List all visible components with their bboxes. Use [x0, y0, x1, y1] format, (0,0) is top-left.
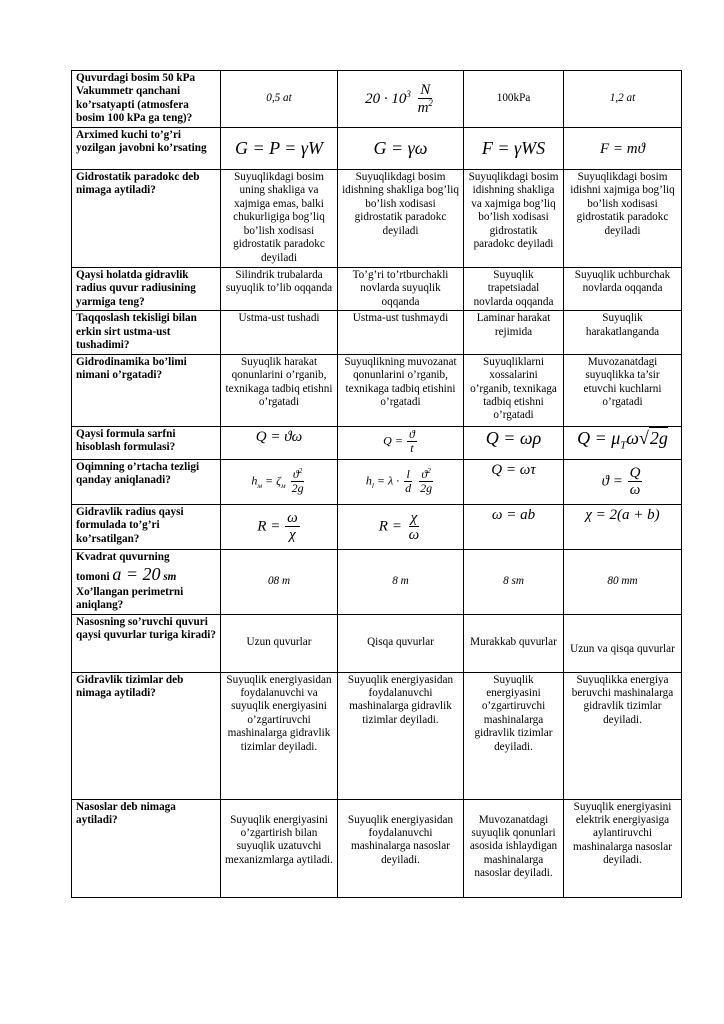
- table-row: [72, 799, 682, 897]
- answer-cell: [221, 549, 338, 614]
- formula-part: Q =: [383, 433, 403, 448]
- formula-part: м: [257, 481, 263, 490]
- table-row: [72, 71, 682, 128]
- formula-part: ϑ: [292, 466, 299, 481]
- answer-cell: [464, 71, 564, 128]
- formula-part: 2: [298, 466, 303, 475]
- formula-part: λ ·: [387, 473, 400, 488]
- answer-cell: To’g’ri to’rtburchakli novlarda suyuqlik oqqanda: [338, 268, 464, 311]
- answer-cell: Suyuqlikning muvozanat qonunlarini o’rganib, texnikaga tadbiq etishini o’rgatadi: [338, 354, 464, 426]
- formula-part: χ: [289, 527, 296, 544]
- table-row: [72, 672, 682, 799]
- table-row: [72, 614, 682, 672]
- formula-part: ϑ: [408, 426, 415, 441]
- answer-cell: Suyuqlik energiyasini o’zgartiruvchi mashinalarga gidravlik tizimlar deyiladi.: [464, 672, 564, 799]
- answer-formula: [251, 468, 306, 495]
- formula-part: ϑ: [421, 466, 428, 481]
- answer-formula: [365, 82, 436, 117]
- question-cell: Gidrostatik paradokc deb nimaga aytiladi?: [72, 170, 221, 268]
- answer-cell: Suyuqlik energiyasidan foydalanuvchi mashinalarga nasoslar deyiladi.: [338, 799, 464, 897]
- answer-cell: Suyuqlik harakat qonunlarini o’rganib, texnikaga tadbiq etishni o’rgatadi: [221, 354, 338, 426]
- answer-formula: $Q = \mu_T\omega√2g$: [577, 427, 668, 452]
- formula-part: 2: [428, 98, 433, 108]
- question-line: Xo’llangan perimetrni aniqlang?: [76, 585, 184, 612]
- answer-formula: G = P = γW: [234, 137, 324, 158]
- formula-part: =: [376, 473, 385, 488]
- answer-formula: Q = ϑω: [255, 428, 303, 445]
- table-row: [72, 354, 682, 426]
- table-row: [72, 549, 682, 614]
- question-line: Kvadrat quvurning: [76, 550, 170, 563]
- answer-text: 1,2 at: [609, 92, 636, 105]
- answer-cell: [338, 71, 464, 128]
- question-cell: Qaysi formula sarfni hisoblash formulasi?: [72, 426, 221, 459]
- answer-cell: Suyuqlikka energiya beruvchi mashinalarga gidravlik tizimlar deyiladi.: [564, 672, 682, 799]
- formula-part: ω: [629, 482, 641, 499]
- formula-part: ω: [408, 527, 420, 544]
- formula-part: χ: [410, 509, 418, 526]
- question-cell: [72, 549, 221, 614]
- formula-part: d: [405, 481, 412, 496]
- answer-cell: Uzun va qisqa quvurlar: [564, 614, 682, 672]
- answer-cell: [221, 426, 338, 459]
- question-cell: Arximed kuchi to’g’ri yozilgan javobni ko’rsating: [72, 128, 221, 170]
- formula-part: N: [420, 81, 431, 98]
- answer-formula: F = mϑ: [600, 140, 645, 157]
- answer-cell: Suyuqlikdagi bosim uning shakliga va xajmiga emas, balki chukurligiga bog’liq bo’lish xodisasi gidrostatik paradokc deyiladi: [221, 170, 338, 268]
- question-cell: Gidravlik tizimlar deb nimaga aytiladi?: [72, 672, 221, 799]
- answer-text: 8 sm: [503, 574, 524, 587]
- answer-cell: [564, 128, 682, 170]
- question-cell: Gidrodinamika bo’limi nimani o’rgatadi?: [72, 354, 221, 426]
- answer-cell: [464, 504, 564, 549]
- answer-formula: G = γω: [373, 137, 428, 158]
- answer-text: 8 m: [392, 574, 409, 587]
- answer-formula: Q = ωρ: [485, 427, 542, 448]
- answer-formula: [257, 510, 300, 544]
- quiz-table: [71, 70, 682, 898]
- formula-part: ·: [383, 90, 388, 107]
- answer-formula: F = γWS: [481, 137, 546, 158]
- question-part: sm: [163, 571, 177, 584]
- formula-part: 2g: [420, 481, 433, 496]
- answer-cell: [221, 504, 338, 549]
- answer-cell: Qisqa quvurlar: [338, 614, 464, 672]
- question-part: tomoni: [76, 571, 110, 584]
- answer-cell: [464, 128, 564, 170]
- formula-part: Q =: [577, 427, 607, 448]
- answer-cell: [564, 426, 682, 459]
- question-cell: Gidravlik radius qaysi formulada to’g’ri ko’rsatilgan?: [72, 504, 221, 549]
- formula-part: ϑ =: [601, 473, 623, 490]
- question-cell: Quvurdagi bosim 50 kPa Vakummetr qanchani ko’rsatyapti (atmosfera bosim 100 kPa ga teng)?: [72, 71, 221, 128]
- answer-cell: [338, 426, 464, 459]
- formula-part: 2g: [649, 427, 668, 448]
- formula-part: R =: [378, 518, 402, 535]
- answer-cell: Suyuqlik harakatlanganda: [564, 311, 682, 354]
- answer-cell: Ustma-ust tushadi: [221, 311, 338, 354]
- question-cell: Qaysi holatda gidravlik radius quvur radiusining yarmiga teng?: [72, 268, 221, 311]
- answer-cell: Suyuqlikdagi bosim idishni xajmiga bog’liq bo’lish xodisasi gidrostatik paradokc deyiladi: [564, 170, 682, 268]
- formula-part: ω: [626, 427, 640, 448]
- answer-cell: [464, 426, 564, 459]
- answer-text: 100kPa: [496, 92, 531, 105]
- table-row: [72, 268, 682, 311]
- answer-cell: Suyuqlik energiyasini elektrik energiyasiga aylantiruvchi mashinalarga nasoslar deyiladi.: [564, 799, 682, 897]
- answer-formula: ω = ab: [491, 506, 536, 523]
- answer-formula: [602, 465, 644, 499]
- formula-part: h: [251, 473, 258, 488]
- formula-part: м: [280, 481, 286, 490]
- formula-part: 3: [406, 88, 411, 99]
- answer-cell: Ustma-ust tushmaydi: [338, 311, 464, 354]
- answer-formula: χ = 2(a + b): [585, 506, 660, 523]
- answer-cell: Silindrik trubalarda suyuqlik to’lib oqqanda: [221, 268, 338, 311]
- answer-cell: Suyuqlik trapetsiadal novlarda oqqanda: [464, 268, 564, 311]
- answer-text: 80 mm: [607, 574, 638, 587]
- formula-part: =: [265, 473, 274, 488]
- answer-cell: [464, 549, 564, 614]
- question-cell: Nasosning so’ruvchi quvuri qaysi quvurlar turiga kiradi?: [72, 614, 221, 672]
- formula-part: ζ: [276, 473, 281, 488]
- formula-part: Q: [629, 464, 641, 481]
- answer-cell: Suyuqlikdagi bosim idishning shakliga va xajmiga bog’liq bo’lish xodisasi gidrostatik paradokc deyiladi: [464, 170, 564, 268]
- answer-cell: Murakkab quvurlar: [464, 614, 564, 672]
- answer-cell: [564, 504, 682, 549]
- answer-cell: [221, 459, 338, 504]
- question-cell: Nasoslar deb nimaga aytiladi?: [72, 799, 221, 897]
- formula-part: μ: [611, 427, 621, 448]
- answer-text: 08 m: [267, 574, 291, 587]
- question-line: [76, 564, 216, 586]
- answer-cell: [564, 549, 682, 614]
- answer-cell: [338, 549, 464, 614]
- formula-part: t: [410, 440, 414, 455]
- table-row: [72, 459, 682, 504]
- answer-cell: Muvozanatdagi suyuqlikka ta’sir etuvchi kuchlarni o’rgatadi: [564, 354, 682, 426]
- answer-cell: [464, 459, 564, 504]
- answer-cell: Muvozanatdagi suyuqlik qonunlari asosida ishlaydigan mashinalarga nasoslar deyiladi.: [464, 799, 564, 897]
- formula-part: h: [365, 473, 372, 488]
- formula-part: R =: [257, 518, 281, 535]
- formula-part: l: [406, 466, 410, 481]
- table-row: [72, 170, 682, 268]
- formula-part: 10: [391, 90, 407, 107]
- answer-cell: [221, 71, 338, 128]
- answer-text: 0,5 at: [266, 92, 292, 105]
- answer-cell: [338, 459, 464, 504]
- question-formula: a = 20: [112, 564, 161, 585]
- table-row: [72, 426, 682, 459]
- table-row: [72, 311, 682, 354]
- answer-formula: [383, 428, 418, 455]
- answer-cell: Suyuqlik energiyasidan foydalanuvchi mashinalarga gidravlik tizimlar deyiladi.: [338, 672, 464, 799]
- answer-formula: Q = ωτ: [491, 461, 536, 478]
- answer-cell: [338, 504, 464, 549]
- answer-cell: Suyuqliklarni xossalarini o’rganib, texnikaga tadbiq etishni o’rgatadi: [464, 354, 564, 426]
- answer-formula: [366, 468, 435, 495]
- answer-cell: [564, 459, 682, 504]
- answer-formula: [379, 510, 422, 544]
- answer-cell: [221, 128, 338, 170]
- formula-part: l: [371, 481, 374, 490]
- formula-part: T: [620, 439, 627, 452]
- formula-part: 2: [427, 466, 431, 475]
- table-row: [72, 128, 682, 170]
- answer-cell: [564, 71, 682, 128]
- answer-cell: Suyuqlik energiyasidan foydalanuvchi va suyuqlik energiyasini o’zgartiruvchi mashinalarga gidravlik tizimlar deyiladi.: [221, 672, 338, 799]
- answer-cell: Laminar harakat rejimida: [464, 311, 564, 354]
- answer-cell: Uzun quvurlar: [221, 614, 338, 672]
- table-row: [72, 504, 682, 549]
- formula-part: m: [417, 100, 429, 116]
- answer-cell: Suyuqlikdagi bosim idishning shakliga bog’liq bo’lish xodisasi gidrostatik paradokc deyiladi: [338, 170, 464, 268]
- formula-part: 2g: [291, 481, 304, 496]
- answer-cell: [338, 128, 464, 170]
- formula-part: 20: [365, 90, 381, 107]
- answer-cell: Suyuqlik energiyasini o’zgartirish bilan suyuqlik uzatuvchi mexanizmlarga aytiladi.: [221, 799, 338, 897]
- question-cell: Oqimning o’rtacha tezligi qanday aniqlanadi?: [72, 459, 221, 504]
- question-cell: Taqqoslash tekisligi bilan erkin sirt ustma-ust tushadimi?: [72, 311, 221, 354]
- formula-part: ω: [287, 509, 298, 526]
- answer-cell: Suyuqlik uchburchak novlarda oqqanda: [564, 268, 682, 311]
